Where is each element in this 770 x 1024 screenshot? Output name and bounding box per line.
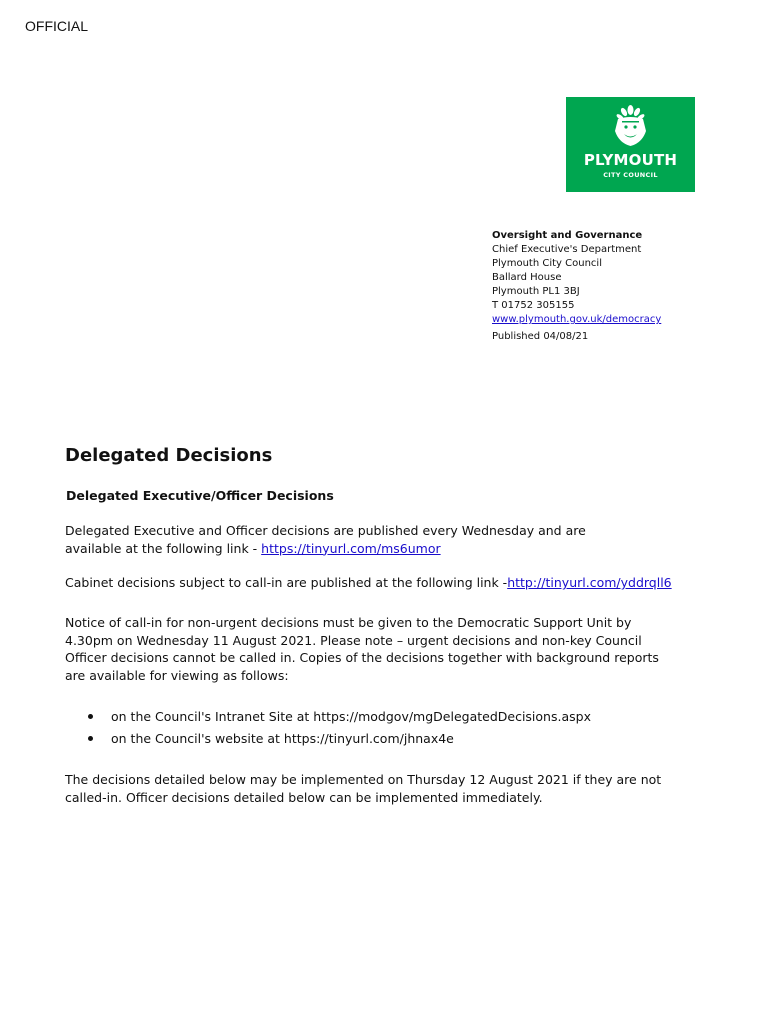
- cabinet-decisions-link[interactable]: http://tinyurl.com/yddrqll6: [507, 575, 672, 590]
- bullet-icon: [88, 714, 93, 719]
- intro-paragraph: [65, 522, 705, 557]
- text-line: The decisions detailed below may be implemented on Thursday 12 August 2021 if they are not: [65, 772, 662, 787]
- text-line: Notice of call-in for non-urgent decisions must be given to the Democratic Support Unit by: [65, 615, 632, 630]
- delegated-decisions-link[interactable]: https://tinyurl.com/ms6umor: [261, 540, 441, 556]
- implementation-paragraph: [65, 771, 705, 806]
- text-line-prefix: Cabinet decisions subject to call-in are published at the following link -: [65, 575, 508, 590]
- list-item: [86, 730, 591, 752]
- address-line: Plymouth City Council: [492, 258, 602, 269]
- text-line: called-in. Officer decisions detailed below can be implemented immediately.: [65, 789, 543, 805]
- logo-subtitle: CITY COUNCIL: [603, 171, 658, 179]
- text-line: Officer decisions cannot be called in. Copies of the decisions together with background reports: [65, 650, 659, 665]
- viewing-options-list: [86, 708, 591, 752]
- call-in-paragraph: [65, 614, 705, 684]
- security-marking: OFFICIAL: [25, 18, 89, 34]
- page-title: Delegated Decisions: [65, 445, 273, 466]
- text-line-prefix: available at the following link -: [65, 540, 262, 556]
- address-line: Chief Executive's Department: [492, 244, 642, 255]
- text-line: Delegated Executive and Officer decisions are published every Wednesday and are: [65, 523, 586, 538]
- text-line: [65, 540, 705, 558]
- plymouth-city-council-logo: [566, 97, 695, 192]
- bullet-icon: [88, 736, 93, 741]
- address-phone: T 01752 305155: [492, 300, 575, 311]
- address-line: Plymouth PL1 3BJ: [492, 286, 580, 297]
- text-line: are available for viewing as follows:: [65, 667, 289, 683]
- address-block: [492, 229, 661, 344]
- democracy-website-link[interactable]: www.plymouth.gov.uk/democracy: [492, 314, 662, 325]
- address-line: Ballard House: [492, 272, 562, 283]
- section-heading: Delegated Executive/Officer Decisions: [66, 488, 334, 503]
- list-item-text: on the Council's website at https://tinyurl.com/jhnax4e: [111, 731, 454, 746]
- department-title: Oversight and Governance: [492, 230, 643, 241]
- cabinet-paragraph: [65, 574, 745, 592]
- list-item: [86, 708, 591, 730]
- text-line: 4.30pm on Wednesday 11 August 2021. Please note – urgent decisions and non-key Council: [65, 632, 642, 648]
- logo-name: PLYMOUTH: [583, 151, 678, 169]
- list-item-text: on the Council's Intranet Site at https://modgov/mgDelegatedDecisions.aspx: [111, 709, 591, 724]
- published-date: Published 04/08/21: [492, 331, 589, 342]
